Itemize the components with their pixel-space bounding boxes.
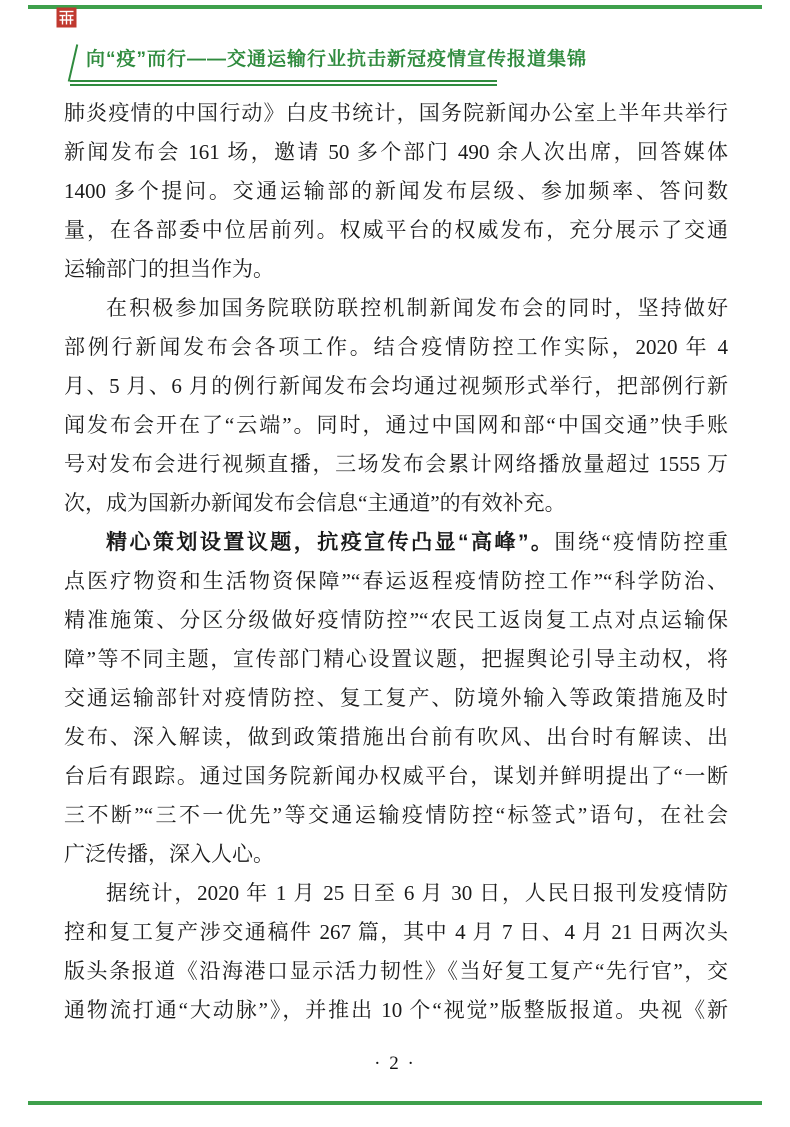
text-line: 障”等不同主题，宣传部门精心设置议题，把握舆论引导主动权，将 [64,647,728,671]
text-line: 控和复工复产涉交通稿件 267 篇，其中 4 月 7 日、4 月 21 日两次头 [64,920,728,944]
text-line: 部例行新闻发布会各项工作。结合疫情防控工作实际，2020 年 4 [64,335,728,359]
top-green-rule [28,5,762,9]
text-line: 交通运输部针对疫情防控、复工复产、防境外输入等政策措施及时 [64,686,728,710]
running-head-title: 向“疫”而行——交通运输行业抗击新冠疫情宣传报道集锦 [86,49,588,70]
header-underline-top [70,80,497,82]
text-line: 通物流打通“大动脉”》，并推出 10 个“视觉”版整版报道。央视《新 [64,998,728,1022]
text-line: 肺炎疫情的中国行动》白皮书统计，国务院新闻办公室上半年共举行 [64,101,728,125]
text-line: 广泛传播，深入人心。 [64,842,274,866]
lead-rest-text: 围绕“疫情防控重 [554,530,728,554]
seal-icon [56,7,77,28]
text-line: 版头条报道《沿海港口显示活力韧性》《当好复工复产“先行官”，交 [64,959,728,983]
header-underline-bottom [70,84,497,86]
text-line: 量，在各部委中位居前列。权威平台的权威发布，充分展示了交通 [64,218,728,242]
text-line: 月、5 月、6 月的例行新闻发布会均通过视频形式举行，把部例行新 [64,374,728,398]
bottom-green-rule [28,1101,762,1105]
text-line: 精准施策、分区分级做好疫情防控”“农民工返岗复工点对点运输保 [64,608,728,632]
text-line: 次，成为国新办新闻发布会信息“主通道”的有效补充。 [64,491,566,515]
paragraph [64,94,728,289]
text-line: 闻发布会开在了“云端”。同时，通过中国网和部“中国交通”快手账 [64,413,728,437]
text-line: 发布、深入解读，做到政策措施出台前有吹风、出台时有解读、出 [64,725,728,749]
bold-lead-text: 精心策划设置议题，抗疫宣传凸显“高峰”。 [106,531,555,554]
text-line: 运输部门的担当作为。 [64,257,274,281]
text-line: 号对发布会进行视频直播，三场发布会累计网络播放量超过 1555 万 [64,452,728,476]
paragraph [64,289,728,523]
paragraph [64,874,728,1030]
text-line: 台后有跟踪。通过国务院新闻办权威平台，谋划并鲜明提出了“一断 [64,764,728,788]
text-line: 在积极参加国务院联防联控机制新闻发布会的同时，坚持做好 [106,296,728,320]
header-slash-mark [68,44,78,81]
text-line: 1400 多个提问。交通运输部的新闻发布层级、参加频率、答问数 [64,179,728,203]
text-line: 新闻发布会 161 场，邀请 50 多个部门 490 余人次出席，回答媒体 [64,140,728,164]
text-line [64,523,728,562]
text-line: 据统计，2020 年 1 月 25 日至 6 月 30 日，人民日报刊发疫情防 [106,881,728,905]
paragraph [64,523,728,874]
text-line: 三不断”“三不一优先”等交通运输疫情防控“标签式”语句，在社会 [64,803,728,827]
body-text [64,94,728,1030]
text-line: 点医疗物资和生活物资保障”“春运返程疫情防控工作”“科学防治、 [64,569,728,593]
page-number: · 2 · [374,1053,416,1074]
